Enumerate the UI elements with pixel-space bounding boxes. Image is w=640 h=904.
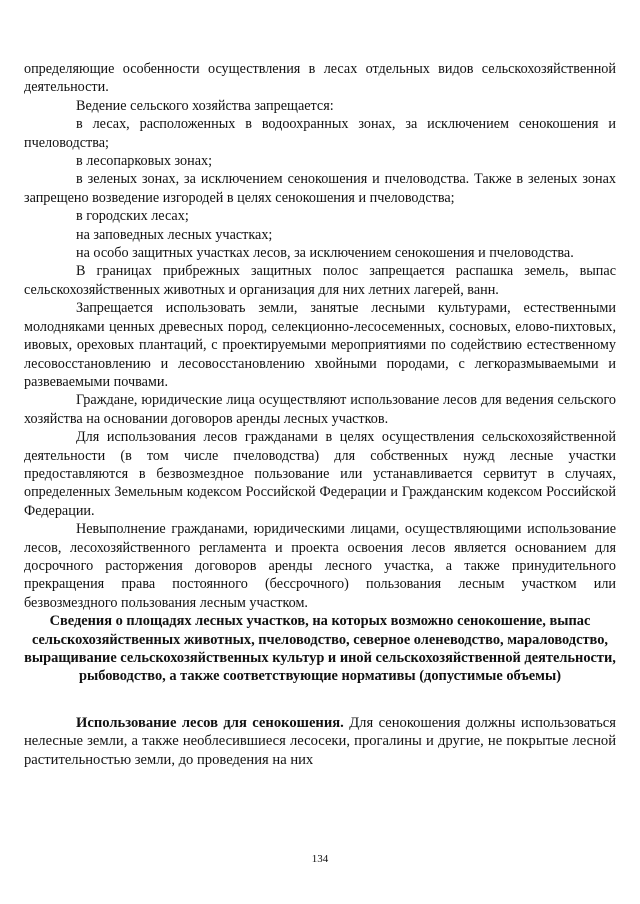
paragraph: В границах прибрежных защитных полос запрещается распашка земель, выпас сельскохозяйственных животных и организация для них летних лагерей, ванн. — [24, 263, 616, 298]
paragraph: определяющие особенности осуществления в лесах отдельных видов сельскохозяйственной деятельности. — [24, 61, 616, 96]
list-item: на особо защитных участках лесов, за исключением сенокошения и пчеловодства. — [76, 245, 574, 262]
paragraph: Граждане, юридические лица осуществляют использование лесов для ведения сельского хозяйства на основании договоров аренды лесных участков. — [24, 392, 616, 427]
section-paragraph-lead: Использование лесов для сенокошения. — [76, 714, 344, 731]
list-item: в зеленых зонах, за исключением сенокошения и пчеловодства. Также в зеленых зонах запрещено возведение изгородей в целях сенокошения и пчеловодства; — [24, 171, 616, 206]
paragraph: Ведение сельского хозяйства запрещается: — [76, 97, 334, 114]
section-heading: Сведения о площадях лесных участков, на которых возможно сенокошение, выпас сельскохозяйственных животных, пчеловодство, северное оленеводство, мараловодство, выращивание сельскохозяйственных культур и иной сельскохозяйственной деятельности, рыбоводство, а также соответствующие нормативы (допустимые объемы) — [24, 613, 616, 685]
page-number: 134 — [311, 853, 329, 865]
paragraph: Запрещается использовать земли, занятые лесными культурами, естественными молодняками ценных древесных пород, селекционно-лесосеменных, сосновых, елово-пихтовых, ивовых, ореховых плантаций, с проектируемыми мероприятиями по содействию естественному лесовосстановлению и лесовосстановлению хвойными породами, с легкоразмываемыми и развеваемыми почвами. — [24, 300, 616, 390]
document-page — [24, 60, 616, 769]
paragraph: Для использования лесов гражданами в целях осуществления сельскохозяйственной деятельности (в том числе пчеловодства) для собственных нужд лесные участки предоставляются в безвозмездное пользование или устанавливается сервитут в случаях, определенных Земельным кодексом Российской Федерации и Гражданским кодексом Российской Федерации. — [24, 429, 616, 519]
list-item: в городских лесах; — [76, 208, 189, 225]
section-paragraph — [24, 714, 616, 769]
section-paragraph-body: Для сенокошения должны использоваться нелесные земли, а также необлесившиеся лесосеки, прогалины и другие, не покрытые лесной растительностью земли, до проведения на них — [24, 714, 616, 768]
paragraph: Невыполнение гражданами, юридическими лицами, осуществляющими использование лесов, лесохозяйственного регламента и проекта освоения лесов является основанием для досрочного расторжения договоров аренды лесного участка, а также принудительного прекращения права постоянного (бессрочного) пользования лесным участком или безвозмездного пользования лесным участком. — [24, 521, 616, 611]
list-item: в лесопарковых зонах; — [76, 153, 213, 170]
list-item: на заповедных лесных участках; — [76, 226, 273, 243]
list-item: в лесах, расположенных в водоохранных зонах, за исключением сенокошения и пчеловодства; — [24, 116, 616, 151]
